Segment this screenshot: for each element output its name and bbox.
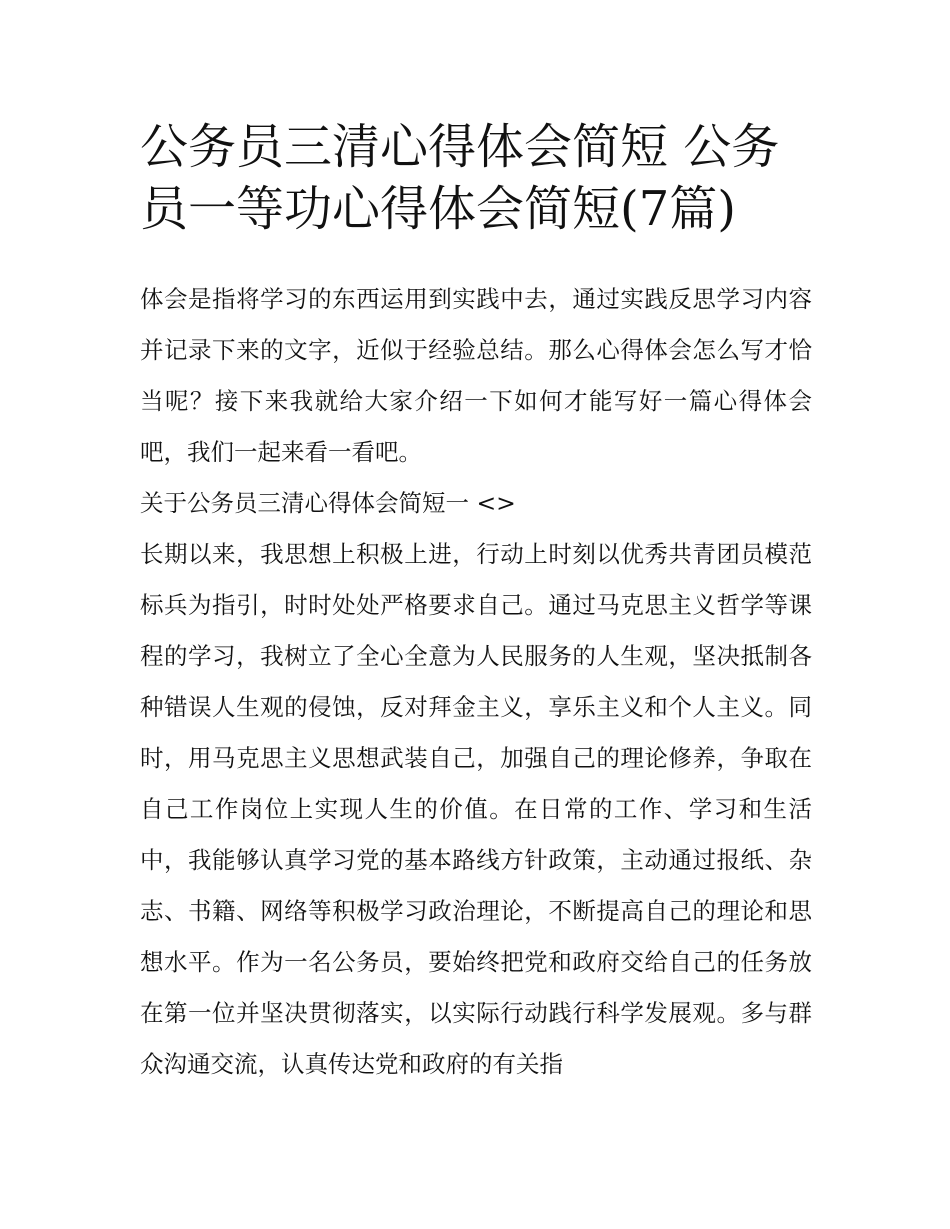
section-heading: 关于公务员三清心得体会简短一 <> bbox=[140, 489, 516, 517]
document-body bbox=[140, 274, 812, 1090]
intro-paragraph: 体会是指将学习的东西运用到实践中去，通过实践反思学习内容并记录下来的文字，近似于经验总结。那么心得体会怎么写才恰当呢？接下来我就给大家介绍一下如何才能写好一篇心得体会吧，我们一起来看一看吧。 bbox=[140, 285, 812, 466]
document-title: 公务员三清心得体会简短 公务员一等功心得体会简短(7篇) bbox=[140, 119, 780, 237]
section-paragraph: 长期以来，我思想上积极上进，行动上时刻以优秀共青团员模范标兵为指引，时时处处严格要求自己。通过马克思主义哲学等课程的学习，我树立了全心全意为人民服务的人生观，坚决抵制各种错误人生观的侵蚀，反对拜金主义，享乐主义和个人主义。同时，用马克思主义思想武装自己，加强自己的理论修养，争取在自己工作岗位上实现人生的价值。在日常的工作、学习和生活中，我能够认真学习党的基本路线方针政策，主动通过报纸、杂志、书籍、网络等积极学习政治理论，不断提高自己的理论和思想水平。作为一名公务员，要始终把党和政府交给自己的任务放在第一位并坚决贯彻落实，以实际行动践行科学发展观。多与群众沟通交流，认真传达党和政府的有关指 bbox=[140, 540, 812, 1078]
